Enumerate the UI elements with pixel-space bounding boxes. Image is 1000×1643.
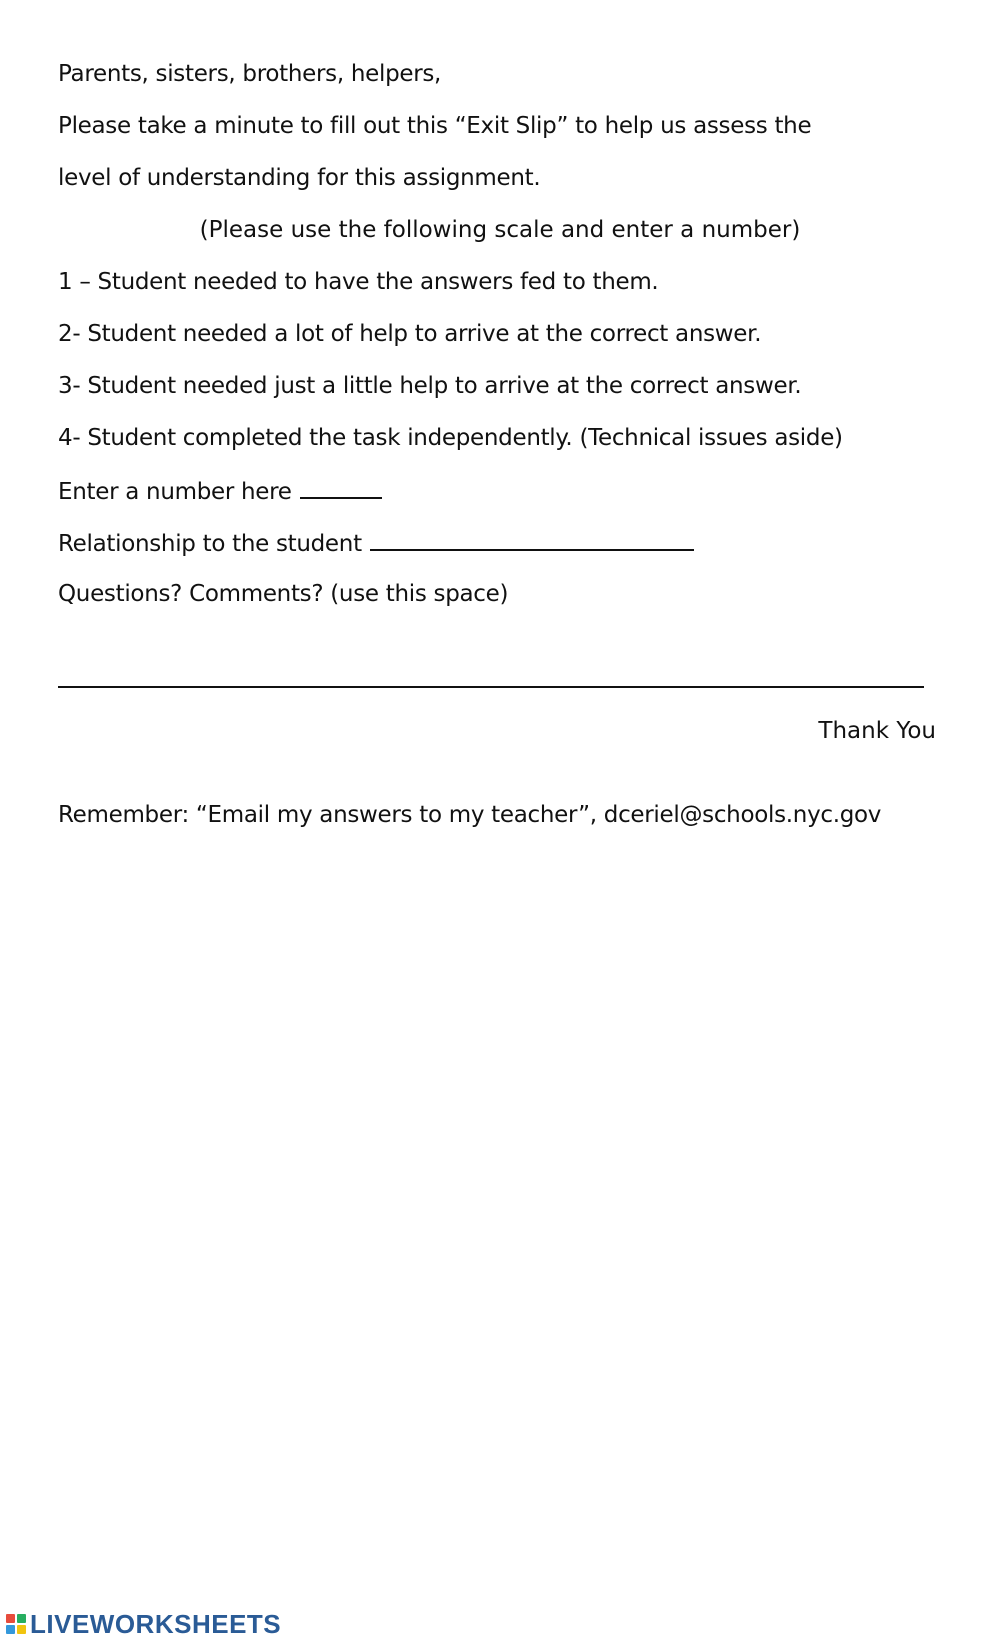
liveworksheets-brand: LIVEWORKSHEETS xyxy=(30,1608,282,1639)
liveworksheets-logo-icon xyxy=(6,1614,26,1634)
comments-prompt: Questions? Comments? (use this space) xyxy=(58,581,509,607)
thank-you: Thank You xyxy=(818,718,936,744)
scale-item-2: 2- Student needed a lot of help to arrive at the correct answer. xyxy=(58,321,762,347)
reminder: Remember: “Email my answers to my teacher”, dceriel@schools.nyc.gov xyxy=(58,802,882,828)
comments-input-blank[interactable] xyxy=(58,686,924,688)
intro-line-2: level of understanding for this assignment. xyxy=(58,165,541,191)
liveworksheets-footer xyxy=(6,1610,281,1638)
relationship-prompt: Relationship to the student xyxy=(58,531,362,557)
relationship-input-blank[interactable] xyxy=(370,527,694,551)
number-entry-row xyxy=(58,475,382,507)
relationship-row xyxy=(58,527,694,559)
scale-item-4: 4- Student completed the task independently. (Technical issues aside) xyxy=(58,425,843,451)
intro-line-1: Please take a minute to fill out this “Exit Slip” to help us assess the xyxy=(58,113,812,139)
scale-instruction: (Please use the following scale and enter a number) xyxy=(199,217,801,243)
greeting: Parents, sisters, brothers, helpers, xyxy=(58,61,442,87)
number-prompt: Enter a number here xyxy=(58,479,292,505)
scale-item-1: 1 – Student needed to have the answers fed to them. xyxy=(58,269,659,295)
scale-item-3: 3- Student needed just a little help to arrive at the correct answer. xyxy=(58,373,802,399)
number-input-blank[interactable] xyxy=(300,475,382,499)
